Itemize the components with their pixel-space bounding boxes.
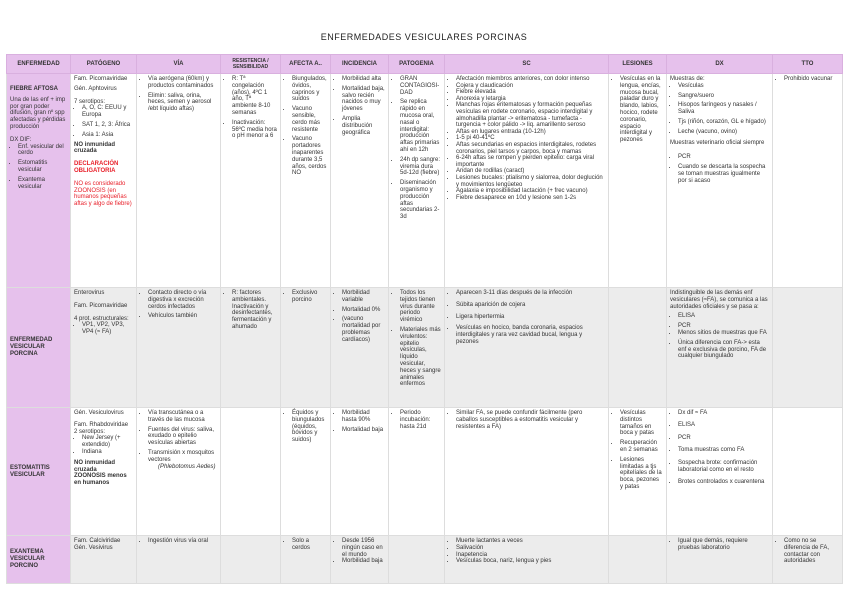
via-cell [137, 536, 221, 584]
list-item: • Aparecen 3-11 días después de la infección [456, 290, 605, 297]
row-fiebre-aftosa [7, 74, 843, 288]
list-item: • Como no se diferencia de FA, contactar con autoridades [784, 538, 839, 565]
list-item: • Similar FA, se puede confundir fácilmente (pero caballos susceptibles a estomatitis vesicular y resistentes a FA) [456, 410, 605, 430]
dx-cell [667, 536, 773, 584]
afecta-list [284, 410, 327, 444]
disease-cell [7, 536, 71, 584]
list-item: • Vehículos también [148, 313, 217, 320]
list-item: • Vesículas boca, nariz, lengua y pies [456, 558, 605, 565]
row-estomatitis-vesicular [7, 408, 843, 536]
list-item: • Agalaxia e imposibilidad lactación (+ frec vacuno) [456, 188, 605, 195]
list-item: • 1-5 pi 40-41ºC [456, 135, 605, 142]
afecta-cell [281, 288, 331, 408]
text: NO inmunidad cruzada [74, 141, 115, 155]
col-patogenia: PATOGENIA [389, 55, 445, 74]
list-item: • Toma muestras como FA [678, 447, 769, 454]
col-incidencia: INCIDENCIA [331, 55, 389, 74]
list-item: • Lesiones bucales: ptialismo y sialorrea, dolor deglución y movimientos lengüeteo [456, 175, 605, 188]
res-cell [221, 74, 281, 288]
list-item: • PCR [678, 154, 769, 161]
list-item: • Leche (vacuno, ovino) [678, 129, 769, 136]
list-item: • Muerte lactantes a veces [456, 538, 605, 545]
dx-list [670, 538, 769, 552]
list-item: • Enf. vesicular del cerdo [18, 144, 67, 158]
inc-cell [331, 74, 389, 288]
list-item: • Fuentes del virus: saliva, exudado o epitelio vesículas abiertas [148, 427, 217, 447]
list-item: • Vesículas distintos tamaños en boca y patas [620, 410, 663, 437]
res-cell [221, 288, 281, 408]
patogeno-cell [71, 536, 137, 584]
patog-cell [389, 288, 445, 408]
patog-list [392, 410, 441, 430]
res-cell [221, 408, 281, 536]
page-title: ENFERMEDADES VESICULARES PORCINAS [320, 32, 528, 42]
disease-cell [7, 408, 71, 536]
list-item: • 24h dp sangre: viremia dura 5d-12d (fiebre) [400, 157, 441, 177]
row-enfermedad-vesicular [7, 288, 843, 408]
list-item: • Dx dif ≈ FA [678, 410, 769, 417]
sc-cell [445, 74, 609, 288]
lesiones-list [612, 76, 663, 144]
list-item: • Exantema vesicular [18, 177, 67, 191]
list-item: • Morbilidad baja [342, 558, 385, 565]
lesiones-cell [609, 74, 667, 288]
inc-list [334, 538, 385, 565]
afecta-cell [281, 408, 331, 536]
list-item: • Morbilidad variable [342, 290, 385, 304]
via-cell [137, 74, 221, 288]
lesiones-cell [609, 408, 667, 536]
list-item: • Salivación [456, 545, 605, 552]
patog-cell [389, 536, 445, 584]
list-item: • Sospecha brote: confirmación laboratorial como en el resto [678, 460, 769, 475]
via-cell [137, 288, 221, 408]
text: Gén. Vesivirus [74, 544, 113, 551]
list-item: • Prohibido vacunar [784, 76, 839, 83]
inc-list [334, 76, 385, 136]
list-item: • ELISA [678, 313, 769, 320]
list-item: • Mortalidad 0% [342, 307, 385, 314]
list-item: • Morbilidad hasta 90% [342, 410, 385, 424]
text: Muestras veterinario oficial siempre [670, 139, 765, 146]
tto-cell [773, 288, 843, 408]
list-item: • Se replica rápido en mucosa oral, nasal o interdigital: producción aftas primarias ahí en 12h [400, 99, 441, 153]
via-list [140, 538, 217, 545]
dx-list [670, 410, 769, 487]
text: Fam. Rhabdoviridae [74, 421, 129, 428]
via-list [140, 410, 217, 470]
col-sc: SC [445, 55, 609, 74]
list-item: • Súbita aparición de cojera [456, 302, 605, 309]
sc-cell [445, 536, 609, 584]
serotipo-list [74, 105, 133, 138]
serotipo-list [74, 435, 133, 455]
tto-cell [773, 74, 843, 288]
list-item: • Vesículas en hocico, banda coronaria, espacios interdigitales y rara vez cavidad bucal, lengua y pezones [456, 325, 605, 345]
list-item: • Asia 1: Asia [82, 132, 133, 139]
list-item: • R: factores ambientales. Inactivación y desinfectantes, fermentación y ahumado [232, 290, 277, 331]
afecta-cell [281, 74, 331, 288]
list-item: • Mortalidad baja, salvo recién nacidos o muy jóvenes [342, 86, 385, 113]
list-item: • Aftas secundarias en espacios interdigitales, rodetes coronarios, piel tarsos y carpos, boca y mamas [456, 142, 605, 155]
list-item: • PCR [678, 435, 769, 442]
lesiones-list [612, 410, 663, 491]
sc-cell [445, 288, 609, 408]
list-item: • Fiebre desaparece en 10d y lesione sen 1-2s [456, 195, 605, 202]
text: 7 serotipos: [74, 98, 106, 105]
dx-cell [667, 74, 773, 288]
afecta-list [284, 76, 327, 177]
inc-cell [331, 408, 389, 536]
list-item: • Équidos y biungulados (équidos, bóvidos y suidos) [292, 410, 327, 444]
text: Fam. Picornaviridae [74, 302, 128, 309]
list-item: • PCR [678, 323, 769, 330]
text: Indistinguible de las demás enf vesiculares (≈FA), se comunica a las autoridades oficiales y se pasa a: [670, 290, 768, 310]
tto-list [776, 538, 839, 565]
list-item: • Anorexia y letargia [456, 96, 605, 103]
disease-name: ENFERMEDAD VESICULAR PORCINA [10, 337, 53, 357]
text: (Phlebotomus Aedes) [158, 463, 216, 470]
list-item: • Andan de rodillas (caract) [456, 168, 605, 175]
patog-list [392, 76, 441, 221]
list-item: • Amplia distribución geográfica [342, 116, 385, 136]
list-item: • Brotes controlados x cuarentena [678, 479, 769, 486]
afecta-list [284, 290, 327, 304]
tto-list [776, 76, 839, 83]
disease-cell [7, 288, 71, 408]
list-item: • (vacuno mortalidad por problemas cardíacos) [342, 316, 385, 343]
col-via: VÍA [137, 55, 221, 74]
text: NO es considerado ZOONOSIS (en humanos pequeñas aftas y algo de fiebre) [74, 180, 132, 208]
list-item: • Recuperación en 2 semanas [620, 440, 663, 454]
list-item: • Todos los tejidos tienen virus durante periodo virémico [400, 290, 441, 324]
list-item: • Cuando se descarta la sospecha se toman muestras igualmente por si acaso [678, 164, 769, 184]
col-afecta: AFECTA A.. [281, 55, 331, 74]
list-item: • A, O, C: EEUU y Europa [82, 105, 133, 119]
list-item: • Inactivación: 56ºC media hora o pH menor a 6 [232, 120, 277, 140]
res-list [224, 290, 277, 331]
dif-list [10, 144, 67, 191]
list-item: • Diseminación organismo y producción aftas secundarias 2-3d [400, 180, 441, 221]
text: 2 serotipos: [74, 428, 106, 435]
col-tto: TTO [773, 55, 843, 74]
dx-cell [667, 408, 773, 536]
col-dx: DX [667, 55, 773, 74]
list-item: • Afectación miembros anteriores, con dolor intenso [456, 76, 605, 83]
patog-cell [389, 408, 445, 536]
list-item: • Aftas en lugares entrada (10-12h) [456, 129, 605, 136]
list-item: • 6-24h aftas se rompen y pierden epitelio: carga viral importante [456, 155, 605, 168]
patog-cell [389, 74, 445, 288]
list-item: • Fiebre elevada [456, 89, 605, 96]
col-resistencia: RESISTENCIA / SENSIBILIDAD [221, 55, 281, 74]
lesiones-cell [609, 536, 667, 584]
via-list [140, 290, 217, 320]
text: DECLARACIÓN OBLIGATORIA [74, 161, 119, 174]
dx-list-2 [670, 154, 769, 184]
list-item: • Hisopos faríngeos y nasales / Saliva [678, 102, 769, 116]
text: Gén. Vesiculovirus [74, 410, 124, 416]
disease-table [6, 54, 843, 584]
sc-list [448, 290, 605, 346]
row-exantema-vesicular [7, 536, 843, 584]
list-item: • New Jersey (+ extendido) [82, 435, 133, 449]
text: NO inmunidad cruzada [74, 459, 115, 473]
patog-list [392, 290, 441, 388]
list-item: • Cojera y claudicación [456, 83, 605, 90]
prot-list [74, 322, 133, 336]
list-item: • Estomatitis vesicular [18, 160, 67, 174]
list-item [148, 450, 217, 470]
sc-list [448, 410, 605, 430]
list-item: • Contacto directo o vía digestiva x excreción cerdos infectados [148, 290, 217, 310]
res-list [224, 76, 277, 140]
text: Fam. Picornaviridae [74, 76, 128, 82]
list-item: • Desde 1956 ningún caso en el mundo [342, 538, 385, 558]
list-item: • Vesículas en la lengua, encías, mucosa bucal, paladar duro y blando, labios, hocico, rodete coronario, espacio interdigital y pezones [620, 76, 663, 144]
afecta-list [284, 538, 327, 552]
tto-cell [773, 408, 843, 536]
sc-list [448, 76, 605, 201]
list-item: • Materiales más virulentos: epitelio vesículas, líquido vesicular, heces y sangre animales enfermos [400, 327, 441, 388]
list-item: • Vía transcutánea o a través de las mucosa [148, 410, 217, 424]
disease-name: FIEBRE AFTOSA [10, 86, 59, 92]
via-cell [137, 408, 221, 536]
list-item: • Solo a cerdos [292, 538, 327, 552]
list-item: • VP1, VP2, VP3, VP4 (≈ FA) [82, 322, 133, 336]
dif-title: DX DIF: [10, 136, 32, 143]
list-item: • Tjs (riñón, corazón, GL e hígado) [678, 119, 769, 126]
list-item: • Periodo incubación: hasta 21d [400, 410, 441, 430]
list-item: • Igual que demás, requiere pruebas laboratorio [678, 538, 769, 552]
lesiones-cell [609, 288, 667, 408]
sc-cell [445, 408, 609, 536]
list-item: • R: Tª congelación (años), 4ºC 1 año, Tª ambiente 8-10 semanas [232, 76, 277, 117]
list-item: • ELISA [678, 422, 769, 429]
list-item: • Sangre/suero [678, 93, 769, 100]
list-item: • Lesiones limitadas a tjs epitelíales de la boca, pezones y patas [620, 457, 663, 491]
patogeno-cell [71, 408, 137, 536]
list-item: • Exclusivo porcino [292, 290, 327, 304]
list-item: • Manchas rojas eritematosas y formación pequeñas vesículas en rodete coronario, espacio interdigital y almohadilla plantar -> eritematosa - tumefacta - turgencia + color pálido -> liq. amarillento seroso [456, 102, 605, 128]
text: ZOONOSIS menos en humanos [74, 473, 127, 487]
col-enfermedad: ENFERMEDAD [7, 55, 71, 74]
list-item: • Ingestión virus vía oral [148, 538, 217, 545]
text: Enterovirus [74, 290, 105, 296]
patogeno-cell [71, 288, 137, 408]
inc-list [334, 290, 385, 344]
dx-cell [667, 288, 773, 408]
col-lesiones: LESIONES [609, 55, 667, 74]
inc-cell [331, 536, 389, 584]
text: Fam. Calciviridae [74, 538, 121, 544]
list-item: • GRAN CONTAGIOSI-DAD [400, 76, 441, 96]
disease-name: ESTOMATITIS VESICULAR [10, 464, 50, 478]
list-item: • SAT 1, 2, 3: África [82, 122, 133, 129]
text: Muestras de: [670, 76, 705, 82]
dx-list [670, 313, 769, 360]
disease-desc: Una de las enf + imp por gran poder difusión, gran nº spp afectadas y pérdidas producción [10, 96, 66, 130]
text: 4 prot. estructurales: [74, 315, 129, 322]
list-item: • Inapetencia [456, 552, 605, 559]
list-item: • Morbilidad alta [342, 76, 385, 83]
dx-list [670, 83, 769, 136]
list-item: • Vacuno portadores inaparentes durante 3,5 años, cerdos NO [292, 136, 327, 177]
header-row [7, 55, 843, 74]
res-cell [221, 536, 281, 584]
inc-cell [331, 288, 389, 408]
disease-name: EXANTEMA VESICULAR PORCINO [10, 549, 45, 569]
list-item: • Ligera hipertermia [456, 314, 605, 321]
list-item: • Biungulados, óvidos, caprinos y suidos [292, 76, 327, 103]
list-item: • Vesículas [678, 83, 769, 90]
afecta-cell [281, 536, 331, 584]
sc-list [448, 538, 605, 565]
list-item: • Vía aerógena (60km) y productos contaminados [148, 76, 217, 90]
text: Transmisión x mosquitos vectores [148, 449, 215, 463]
tto-cell [773, 536, 843, 584]
col-patogeno: PATÓGENO [71, 55, 137, 74]
patogeno-cell [71, 74, 137, 288]
list-item: • Mortalidad baja [342, 427, 385, 434]
via-list [140, 76, 217, 113]
list-item: • Vacuno sensible, cerdo más resistente [292, 106, 327, 133]
list-item: • Indiana [82, 449, 133, 456]
list-item: • Elimin: saliva, orina, heces, semen y aerosol /ebt líquido aftas) [148, 93, 217, 113]
inc-list [334, 410, 385, 433]
text: Gén. Aphtovirus [74, 85, 117, 92]
list-item: • Menos sitios de muestras que FA [678, 330, 769, 337]
list-item: • Única diferencia con FA-> esta enf e exclusiva de porcino, FA de cualquier biungulado [678, 340, 769, 360]
disease-cell [7, 74, 71, 288]
